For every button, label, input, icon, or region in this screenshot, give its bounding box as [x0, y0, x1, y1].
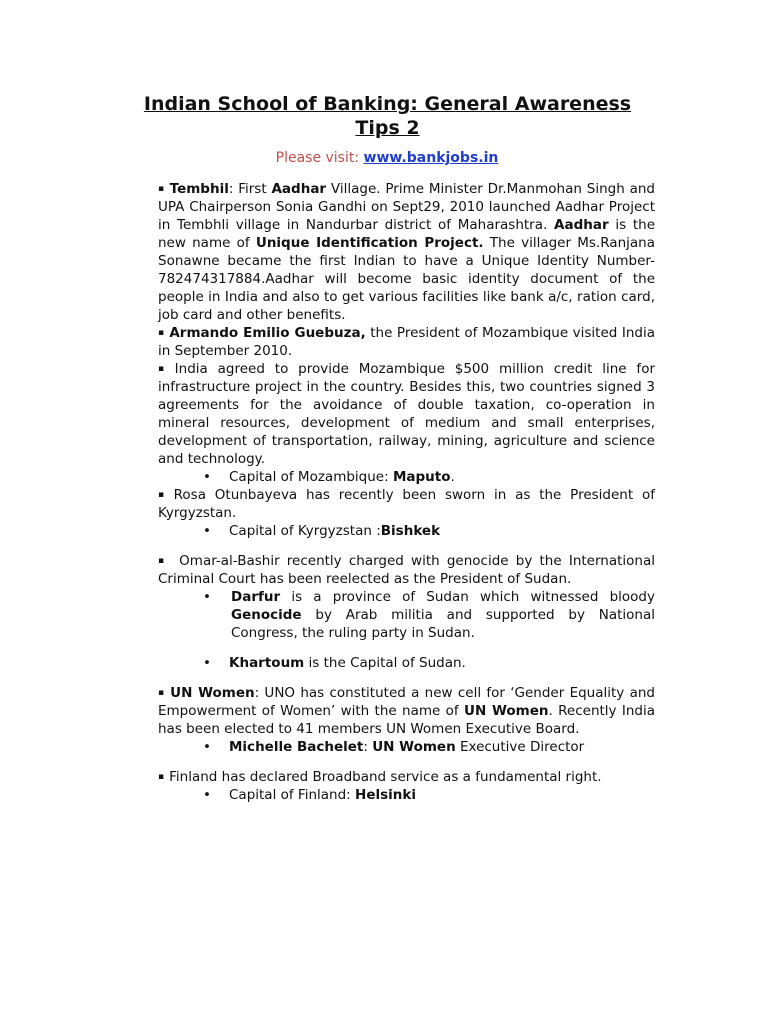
round-bullet-icon: •: [203, 787, 211, 803]
square-bullet-icon: ▪: [158, 772, 165, 782]
square-bullet-icon: ▪: [158, 490, 169, 500]
round-bullet-icon: •: [203, 655, 211, 671]
document-body: [158, 180, 655, 804]
visit-label: Please visit:: [275, 150, 360, 166]
square-bullet-icon: ▪: [158, 364, 170, 374]
spacer: [158, 540, 655, 552]
paragraph-otunbayeva: ▪ Rosa Otunbayeva has recently been sworn in as the President of Kyrgyzstan.: [158, 487, 655, 521]
page-title: [110, 92, 665, 140]
square-bullet-icon: ▪: [158, 556, 167, 566]
paragraph-mozambique-credit: ▪ India agreed to provide Mozambique $500 million credit line for infrastructure project in the country. Besides this, two countries signed 3 agreements for the avoidance of double taxation, co-operation in mineral resources, development of medium and small enterprises, development of transportation, railway, mining, agriculture and science and technology.: [158, 361, 655, 467]
paragraph-omar-al-bashir: ▪ Omar-al-Bashir recently charged with genocide by the International Criminal Court has been reelected as the President of Sudan.: [158, 553, 655, 587]
visit-line: [0, 149, 768, 167]
bullet-capital-mozambique: • Capital of Mozambique: Maputo.: [203, 469, 455, 485]
paragraph-finland: ▪ Finland has declared Broadband service as a fundamental right.: [158, 769, 602, 785]
bullet-bachelet: • Michelle Bachelet: UN Women Executive Director: [203, 739, 585, 755]
title-line-2: Tips 2: [355, 117, 420, 139]
paragraph-guebuza: ▪ Armando Emilio Guebuza, the President of Mozambique visited India in September 2010.: [158, 325, 655, 359]
paragraph-aadhar: ▪ Tembhil: First Aadhar Village. Prime Minister Dr.Manmohan Singh and UPA Chairperson Sonia Gandhi on Sept29, 2010 launched Aadhar Project in Tembhli village in Nandurbar district of Maharashtra. Aadhar is the new name of Unique Identification Project. The villager Ms.Ranjana Sonawne became the first Indian to have a Unique Identity Number-782474317884.Aadhar will become basic identity document of the people in India and also to get various facilities like bank a/c, ration card, job card and other benefits.: [158, 181, 655, 323]
bankjobs-link[interactable]: www.bankjobs.in: [363, 150, 499, 166]
spacer: [158, 756, 655, 768]
spacer: [158, 642, 655, 654]
bullet-khartoum: • Khartoum is the Capital of Sudan.: [203, 655, 466, 671]
bullet-capital-kyrgyzstan: • Capital of Kyrgyzstan :Bishkek: [203, 523, 441, 539]
round-bullet-icon: •: [203, 523, 211, 539]
spacer: [158, 672, 655, 684]
title-line-1: Indian School of Banking: General Awareness: [143, 93, 632, 115]
round-bullet-icon: •: [203, 739, 211, 755]
square-bullet-icon: ▪: [158, 184, 165, 194]
round-bullet-icon: •: [203, 589, 211, 605]
square-bullet-icon: ▪: [158, 688, 166, 698]
bullet-darfur: • Darfur is a province of Sudan which witnessed bloody Genocide by Arab militia and supported by National Congress, the ruling party in Sudan.: [203, 589, 655, 641]
paragraph-un-women: ▪ UN Women: UNO has constituted a new cell for ‘Gender Equality and Empowerment of Women’ with the name of UN Women. Recently India has been elected to 41 members UN Women Executive Board.: [158, 685, 655, 737]
bullet-capital-finland: • Capital of Finland: Helsinki: [203, 787, 416, 803]
round-bullet-icon: •: [203, 469, 211, 485]
square-bullet-icon: ▪: [158, 328, 165, 338]
